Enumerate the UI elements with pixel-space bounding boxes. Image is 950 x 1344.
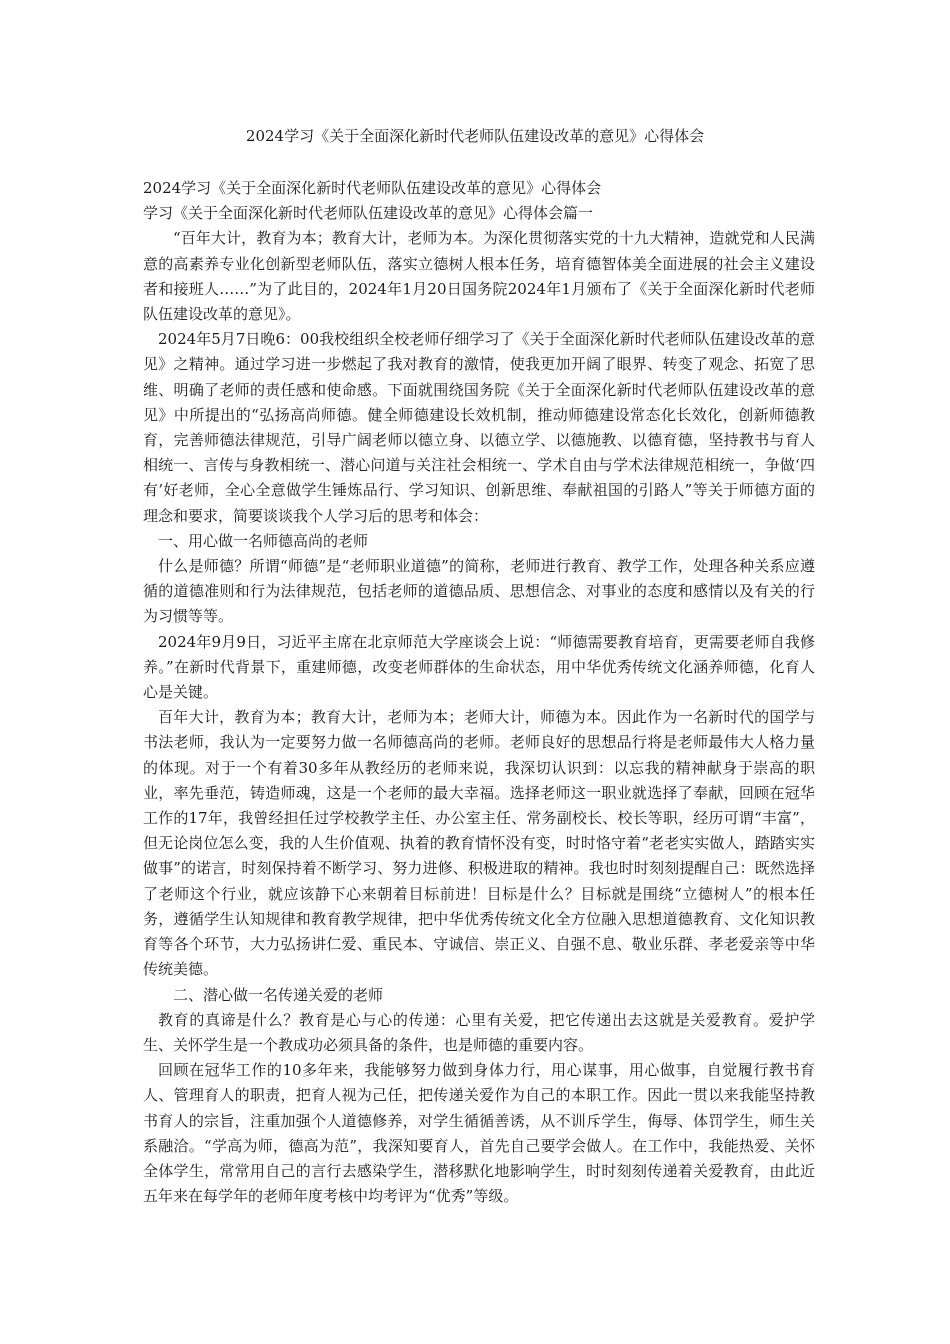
paragraph-personal-reflection: 百年大计，教育为本；教育大计，老师为本；老师大计，师德为本。因此作为一名新时代的国学与书法老师，我认为一定要努力做一名师德高尚的老师。老师良好的思想品行将是老师最伟大人格力量的体现。对于一个有着30多年从教经历的老师来说，我深切认识到：以忘我的精神献身于崇高的职业，率先垂范，铸造师魂，这是一个老师的最大幸福。选择老师这一职业就选择了奉献，回顾在冠华工作的17年，我曾经担任过学校教学主任、办公室主任、常务副校长、校长等职，经历可谓“丰富”，但无论岗位怎么变，我的人生价值观、执着的教育情怀没有变，时时恪守着“老老实实做人，踏踏实实做事”的诺言，时刻保持着不断学习、努力进修、积极进取的精神。我也时时刻刻提醒自己：既然选择了老师这个行业，就应该静下心来朝着目标前进！目标是什么？目标就是围绕“立德树人”的根本任务，遵循学生认知规律和教育教学规律，把中华优秀传统文化全方位融入思想道德教育、文化知识教育等各个环节，大力弘扬讲仁爱、重民本、守诚信、崇正义、自强不息、敬业乐群、孝老爱亲等中华传统美德。 [143, 708, 815, 979]
document-body [143, 176, 815, 1209]
heading-part-one: 一、用心做一名师德高尚的老师 [158, 531, 369, 550]
paragraph-xi-quote: 2024年9月9日，习近平主席在北京师范大学座谈会上说：“师德需要教育培育，更需要老师自我修养。”在新时代背景下，重建师德，改变老师群体的生命状态，用中华优秀传统文化涵养师德，化育人心是关键。 [143, 632, 815, 702]
paragraph-study-meeting: 2024年5月7日晚6：00我校组织全校老师仔细学习了《关于全面深化新时代老师队伍建设改革的意见》之精神。通过学习进一步燃起了我对教育的激情，使我更加开阔了眼界、转变了观念、拓宽了思维、明确了老师的责任感和使命感。下面就围绕国务院《关于全面深化新时代老师队伍建设改革的意见》中所提出的“弘扬高尚师德。健全师德建设长效机制，推动师德建设常态化长效化，创新师德教育，完善师德法律规范，引导广阔老师以德立身、以德立学、以德施教、以德育德，坚持教书与育人相统一、言传与身教相统一、潜心问道与关注社会相统一、学术自由与学术法律规范相统一，争做‘四有’好老师，全心全意做学生锤炼品行、学习知识、创新思维、奉献祖国的引路人”等关于师德方面的理念和要求，简要谈谈我个人学习后的思考和体会： [143, 330, 815, 525]
paragraph-section-heading: 学习《关于全面深化新时代老师队伍建设改革的意见》心得体会篇一 [143, 204, 594, 223]
document-title: 2024学习《关于全面深化新时代老师队伍建设改革的意见》心得体会 [245, 127, 705, 145]
paragraph-teacher-ethics-definition: 什么是师德？所谓“师德”是“老师职业道德”的简称，老师进行教育、教学工作，处理各种关系应遵循的道德准则和行为法律规范，包括老师的道德品质、思想信念、对事业的态度和感情以及有关的行为习惯等等。 [143, 557, 815, 626]
paragraph-work-review: 回顾在冠华工作的10多年来，我能够努力做到身体力行，用心谋事，用心做事，自觉履行教书育人、管理育人的职责，把育人视为己任，把传递关爱作为自己的本职工作。因此一贯以来我能坚持教书育人的宗旨，注重加强个人道德修养，对学生循循善诱，从不训斥学生，侮辱、体罚学生，师生关系融洽。“学高为师，德高为范”，我深知要育人，首先自己要学会做人。在工作中，我能热爱、关怀全体学生，常常用自己的言行去感染学生，潜移默化地影响学生，时时刻刻传递着关爱教育，由此近五年来在每学年的老师年度考核中均考评为“优秀”等级。 [143, 1061, 815, 1206]
paragraph-intro-quote: “百年大计，教育为本；教育大计，老师为本。为深化贯彻落实党的十九大精神，造就党和人民满意的高素养专业化创新型老师队伍，落实立德树人根本任务，培育德智体美全面进展的社会主义建设者和接班人……”为了此目的，2024年1月20日国务院2024年1月颁布了《关于全面深化新时代老师队伍建设改革的意见》。 [143, 229, 815, 324]
paragraph-subtitle: 2024学习《关于全面深化新时代老师队伍建设改革的意见》心得体会 [143, 179, 602, 197]
paragraph-essence-of-education: 教育的真谛是什么？教育是心与心的传递：心里有关爱，把它传递出去这就是关爱教育。爱护学生、关怀学生是一个教成功必须具备的条件，也是师德的重要内容。 [143, 1010, 815, 1054]
heading-part-two: 二、潜心做一名传递关爱的老师 [173, 985, 384, 1004]
